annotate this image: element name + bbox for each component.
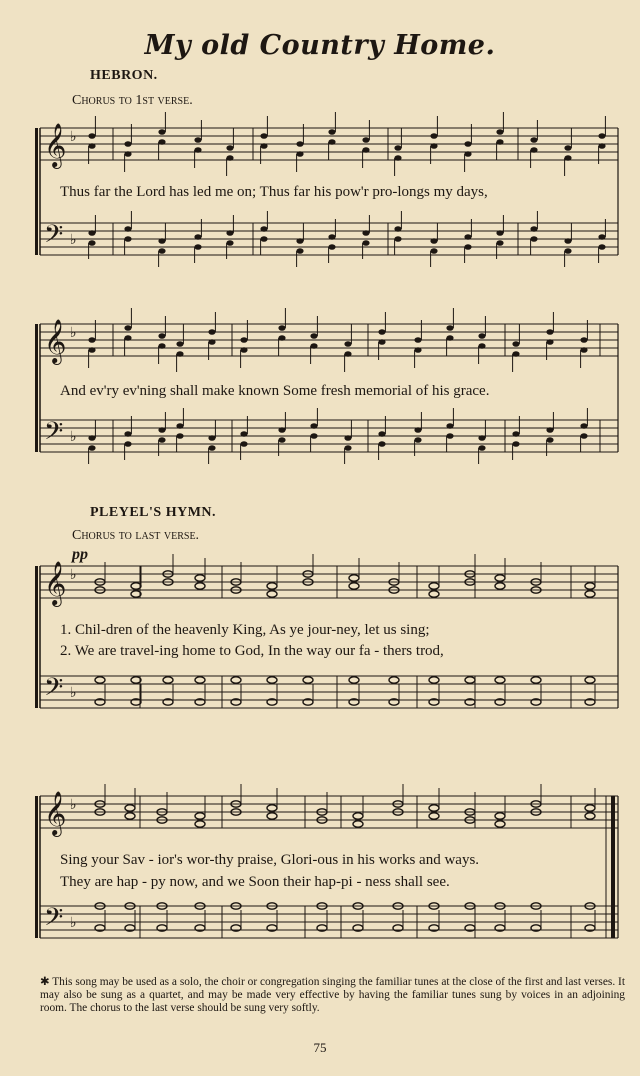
note-head [176, 341, 183, 347]
note-head [124, 141, 131, 147]
note-head-open [495, 583, 505, 589]
note-head-open [125, 813, 135, 819]
note-head [88, 337, 95, 343]
note-head-open [495, 677, 505, 683]
note-head [564, 248, 571, 254]
flat-sign: ♭ [70, 325, 77, 341]
note-head [496, 139, 503, 145]
lyric-line-pleyel-2b: They are hap - py now, and we Soon their hap-pi - ness shall see. [60, 874, 450, 890]
note-head-open [585, 813, 595, 819]
note-head-open [349, 677, 359, 683]
note-head [530, 147, 537, 153]
note-head [208, 339, 215, 345]
note-head [598, 133, 605, 139]
lyric-line-hebron-2: And ev'ry ev'ning shall make known Some fresh memorial of his grace. [60, 383, 490, 399]
note-head [88, 445, 95, 451]
note-head-open [195, 575, 205, 581]
note-head [296, 151, 303, 157]
note-head [88, 230, 95, 236]
footnote: ✱ This song may be used as a solo, the choir or congregation singing the familiar tunes at the close of the first and last verses. It may also be sung as a quartet, and may be made very effective by having the familiar tunes sung by voices in an adjoining room. The chorus to the last verse should be sung very softly. [40, 976, 625, 1014]
note-head [296, 141, 303, 147]
note-head [580, 433, 587, 439]
flat-sign: ♭ [70, 232, 77, 248]
note-head [260, 143, 267, 149]
note-head [158, 333, 165, 339]
note-head [226, 155, 233, 161]
note-head [176, 351, 183, 357]
note-head [580, 423, 587, 429]
note-head [496, 129, 503, 135]
note-head [598, 143, 605, 149]
note-head [226, 230, 233, 236]
note-head [362, 240, 369, 246]
note-head [414, 337, 421, 343]
treble-clef: 𝄞 [44, 319, 67, 363]
note-head [260, 133, 267, 139]
note-head [310, 423, 317, 429]
note-head-open [429, 813, 439, 819]
note-head [158, 437, 165, 443]
note-head [362, 230, 369, 236]
bass-clef: 𝄢 [44, 673, 64, 708]
system-brace [35, 128, 38, 255]
note-head [158, 343, 165, 349]
note-head [240, 441, 247, 447]
note-head-open [195, 813, 205, 819]
flat-sign: ♭ [70, 429, 77, 445]
note-head [464, 141, 471, 147]
note-head [430, 238, 437, 244]
note-head [394, 145, 401, 151]
note-head [478, 445, 485, 451]
note-head-open [585, 677, 595, 683]
note-head [546, 329, 553, 335]
note-head-open [125, 805, 135, 811]
note-head [512, 341, 519, 347]
note-head [378, 339, 385, 345]
note-head [446, 335, 453, 341]
flat-sign: ♭ [70, 567, 77, 583]
note-head [194, 234, 201, 240]
note-head [124, 335, 131, 341]
lyric-line-pleyel-2a: Sing your Sav - ior's wor-thy praise, Glori-ous in his works and ways. [60, 852, 480, 868]
note-head [88, 143, 95, 149]
note-head [310, 433, 317, 439]
note-head [414, 347, 421, 353]
note-head-open [389, 677, 399, 683]
note-head [580, 337, 587, 343]
note-head-open [429, 805, 439, 811]
note-head-open [585, 583, 595, 589]
system-brace [35, 324, 38, 452]
note-head [546, 437, 553, 443]
note-head [362, 137, 369, 143]
note-head-open [195, 677, 205, 683]
note-head [478, 343, 485, 349]
note-head [580, 347, 587, 353]
note-head [124, 431, 131, 437]
note-head [496, 240, 503, 246]
note-head [394, 236, 401, 242]
note-head [124, 226, 131, 232]
note-head-open [353, 821, 363, 827]
final-barline [611, 796, 615, 938]
note-head [394, 155, 401, 161]
note-head-open [349, 583, 359, 589]
bass-clef: 𝄢 [44, 903, 64, 938]
lyric-line-pleyel-1a: 1. Chil-dren of the heavenly King, As ye jour-ney, let us sing; [60, 622, 430, 638]
note-head [158, 129, 165, 135]
note-head-open [195, 583, 205, 589]
note-head-open [231, 677, 241, 683]
note-head [464, 151, 471, 157]
note-head [378, 441, 385, 447]
note-head [414, 437, 421, 443]
note-head-open [349, 575, 359, 581]
note-head [344, 445, 351, 451]
chorus-note-2: Chorus to last verse. [72, 528, 200, 543]
note-head [564, 155, 571, 161]
note-head [278, 335, 285, 341]
note-head [344, 435, 351, 441]
note-head [194, 147, 201, 153]
note-head [208, 329, 215, 335]
note-head-open [163, 677, 173, 683]
system-brace [35, 566, 38, 708]
note-head [446, 325, 453, 331]
note-head [478, 333, 485, 339]
note-head [564, 145, 571, 151]
note-head [598, 244, 605, 250]
note-head [512, 351, 519, 357]
page-number: 75 [313, 1040, 327, 1055]
note-head [546, 427, 553, 433]
note-head [564, 238, 571, 244]
note-head [158, 427, 165, 433]
note-head [240, 337, 247, 343]
note-head [296, 248, 303, 254]
note-head [194, 244, 201, 250]
note-head [278, 437, 285, 443]
flat-sign: ♭ [70, 797, 77, 813]
note-head-open [495, 813, 505, 819]
system-brace [35, 796, 38, 938]
note-head [378, 329, 385, 335]
note-head [88, 347, 95, 353]
note-head [446, 433, 453, 439]
note-head [344, 351, 351, 357]
note-head [310, 343, 317, 349]
treble-clef: 𝄞 [44, 791, 67, 835]
note-head [176, 423, 183, 429]
note-head [240, 431, 247, 437]
treble-clef: 𝄞 [44, 561, 67, 605]
note-head [430, 143, 437, 149]
note-head [194, 137, 201, 143]
tune-name-hebron: HEBRON. [90, 68, 158, 83]
note-head [378, 431, 385, 437]
note-head [430, 133, 437, 139]
note-head [598, 234, 605, 240]
note-head [124, 151, 131, 157]
note-head [430, 248, 437, 254]
page-title: My old Country Home. [144, 30, 496, 61]
note-head-open [195, 821, 205, 827]
note-head [296, 238, 303, 244]
note-head-open [495, 575, 505, 581]
note-head [208, 445, 215, 451]
note-head-open [303, 677, 313, 683]
note-head [362, 147, 369, 153]
note-head-open [267, 805, 277, 811]
note-head [226, 240, 233, 246]
note-head [328, 139, 335, 145]
note-head [260, 236, 267, 242]
note-head [124, 325, 131, 331]
flat-sign: ♭ [70, 129, 77, 145]
note-head [240, 347, 247, 353]
note-head [328, 234, 335, 240]
flat-sign: ♭ [70, 685, 77, 701]
note-head-open [267, 583, 277, 589]
note-head-open [585, 805, 595, 811]
note-head-open [267, 591, 277, 597]
note-head [530, 137, 537, 143]
note-head [546, 339, 553, 345]
note-head-open [429, 677, 439, 683]
note-head [394, 226, 401, 232]
note-head [328, 244, 335, 250]
note-head [158, 139, 165, 145]
note-head [512, 431, 519, 437]
note-head [158, 238, 165, 244]
note-head-open [429, 591, 439, 597]
tune-name-pleyel: PLEYEL'S HYMN. [90, 505, 217, 520]
note-head [464, 244, 471, 250]
note-head [158, 248, 165, 254]
note-head [328, 129, 335, 135]
dynamic-marking: pp [72, 546, 88, 563]
note-head [478, 435, 485, 441]
note-head [310, 333, 317, 339]
bass-clef: 𝄢 [44, 417, 64, 452]
note-head-open [267, 677, 277, 683]
note-head-open [353, 813, 363, 819]
note-head [226, 145, 233, 151]
note-head-open [267, 813, 277, 819]
note-head [464, 234, 471, 240]
note-head [88, 240, 95, 246]
note-head [88, 435, 95, 441]
note-head [208, 435, 215, 441]
note-head [530, 236, 537, 242]
note-head [344, 341, 351, 347]
note-head [278, 325, 285, 331]
note-head-open [429, 583, 439, 589]
note-head-open [531, 677, 541, 683]
note-head-open [495, 821, 505, 827]
note-head [414, 427, 421, 433]
lyric-line-hebron-1: Thus far the Lord has led me on; Thus far his pow'r pro-longs my days, [60, 184, 488, 200]
note-head [446, 423, 453, 429]
treble-clef: 𝄞 [44, 123, 67, 167]
note-head-open [95, 677, 105, 683]
note-head [278, 427, 285, 433]
note-head-open [585, 591, 595, 597]
note-head [124, 236, 131, 242]
note-head [496, 230, 503, 236]
chorus-note-1: Chorus to 1st verse. [72, 93, 193, 108]
note-head [512, 441, 519, 447]
bass-clef: 𝄢 [44, 220, 64, 255]
note-head [260, 226, 267, 232]
note-head [124, 441, 131, 447]
note-head [176, 433, 183, 439]
note-head [530, 226, 537, 232]
note-head-open [465, 677, 475, 683]
note-head [88, 133, 95, 139]
flat-sign: ♭ [70, 915, 77, 931]
lyric-line-pleyel-1b: 2. We are travel-ing home to God, In the way our fa - thers trod, [60, 643, 444, 659]
